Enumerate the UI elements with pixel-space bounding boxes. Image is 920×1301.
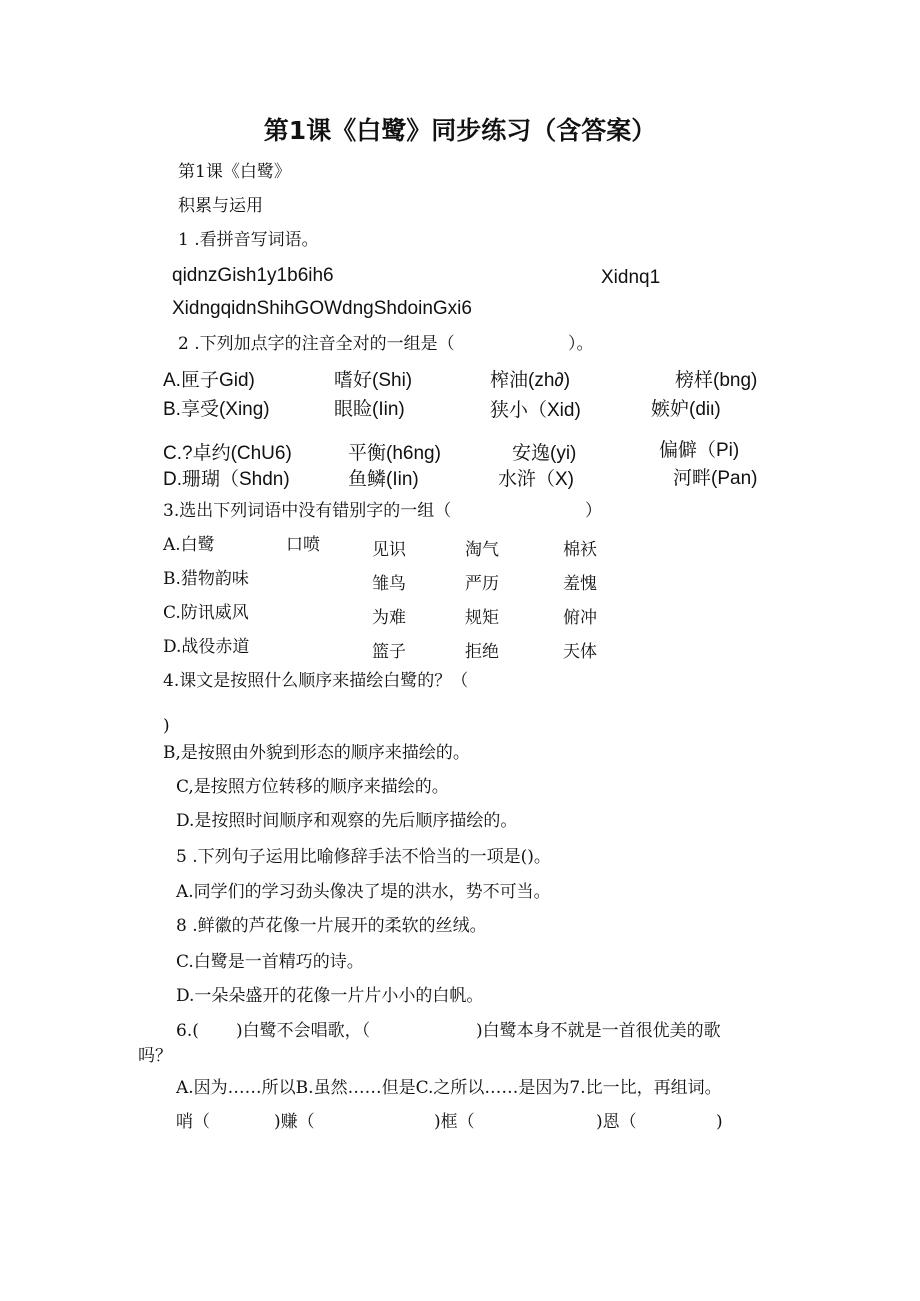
q3-prompt: 3.选出下列词语中没有错别字的一组（ [163, 501, 452, 521]
page-title: 第1课《白鹭》同步练习（含答案） [263, 116, 657, 145]
q3-d5: 天体 [563, 642, 597, 662]
q3-b4: 严历 [465, 574, 499, 594]
q4-option-c: C,是按照方位转移的顺序来描绘的。 [176, 777, 449, 797]
q6-part3: )白鹭本身不就是一首很优美的歌 [476, 1021, 721, 1041]
q2-c1: C.?卓约(ChU6) [163, 443, 292, 464]
q3-a4: 淘气 [465, 540, 499, 560]
q3-prompt-close: ） [585, 501, 602, 521]
q5-option-c: C.白鹭是一首精巧的诗。 [176, 952, 364, 972]
q4-prompt-close: ) [163, 716, 170, 736]
q2-a1: A.匣子Gid) [163, 370, 255, 391]
q3-c1: C.防讯威风 [163, 603, 249, 623]
q7-item-3: )框（ [434, 1112, 475, 1132]
q3-b3: 雏鸟 [372, 574, 406, 594]
q3-a5: 棉袄 [563, 540, 597, 560]
q6-part2: )白鹭不会唱歌，（ [236, 1021, 371, 1041]
q7-item-1: 哨（ [176, 1112, 210, 1132]
q3-d4: 拒绝 [465, 642, 499, 662]
q7-item-4: )恩（ [596, 1112, 637, 1132]
q6-continued: 吗？ [138, 1046, 172, 1066]
q2-a3: 榨油(zh∂) [490, 370, 571, 391]
q1-pinyin-3: XidngqidnShihGOWdngShdoinGxi6 [172, 298, 472, 319]
q2-a2: 嗜好(Shi) [334, 370, 413, 391]
q3-c5: 俯冲 [563, 608, 597, 628]
q4-option-d: D.是按照时间顺序和观察的先后顺序描绘的。 [176, 811, 518, 831]
q3-a2: 口喷 [286, 535, 320, 555]
q2-d2: 鱼鳞(Iin) [348, 469, 419, 490]
q2-d4: 河畔(Pan) [673, 468, 758, 489]
q2-c4: 偏僻（Pi) [659, 440, 740, 461]
q3-d3: 篮子 [372, 642, 406, 662]
q5-option-d: D.一朵朵盛开的花像一片片小小的白帆。 [176, 986, 484, 1006]
q7-item-2: )赚（ [274, 1112, 315, 1132]
q3-a3: 见识 [372, 540, 406, 560]
q3-d1: D.战役赤道 [163, 637, 250, 657]
q3-a1: A.白鹭 [163, 535, 215, 555]
q5-prompt: 5 .下列句子运用比喻修辞手法不恰当的一项是()。 [176, 847, 551, 867]
lesson-heading: 第1课《白鹭》 [178, 162, 291, 182]
q2-prompt: 2 .下列加点字的注音全对的一组是（ [178, 334, 455, 354]
q3-b1: B.猎物韵味 [163, 569, 249, 589]
q2-a4: 榜样(bng) [675, 370, 758, 391]
q1-prompt: 1 .看拼音写词语。 [178, 230, 319, 250]
q6-part1: 6.( [176, 1021, 199, 1041]
q2-b1: B.享受(Xing) [163, 399, 270, 420]
q6-options: A.因为……所以B.虽然……但是C.之所以……是因为7.比一比，再组词。 [176, 1078, 722, 1098]
q2-prompt-close: ）。 [568, 334, 594, 354]
q7-item-5: ) [716, 1112, 723, 1132]
q2-d1: D.珊瑚（Shdn) [163, 469, 290, 490]
q5-option-b: 8 .鲜徽的芦花像一片展开的柔软的丝绒。 [176, 916, 487, 936]
q4-prompt: 4.课文是按照什么顺序来描绘白鹭的？（ [163, 671, 469, 691]
section-heading: 积累与运用 [178, 196, 263, 216]
q2-b4: 嫉妒(diι) [651, 399, 721, 420]
q3-c3: 为难 [372, 608, 406, 628]
q2-c2: 平衡(h6ng) [348, 443, 441, 464]
q3-c4: 规矩 [465, 608, 499, 628]
q4-option-b: B,是按照由外貌到形态的顺序来描绘的。 [163, 743, 470, 763]
q5-option-a: A.同学们的学习劲头像决了堤的洪水，势不可当。 [176, 882, 551, 902]
q2-b2: 眼睑(Iin) [334, 399, 405, 420]
q2-c3: 安逸(yi) [512, 443, 577, 464]
q2-b3: 狭小（Xid) [490, 400, 581, 421]
q1-pinyin-1: qidnzGish1y1b6ih6 [172, 265, 334, 286]
q1-pinyin-2: Xidnq1 [601, 267, 661, 288]
q3-b5: 羞愧 [563, 574, 597, 594]
q2-d3: 水浒（X) [498, 469, 575, 490]
